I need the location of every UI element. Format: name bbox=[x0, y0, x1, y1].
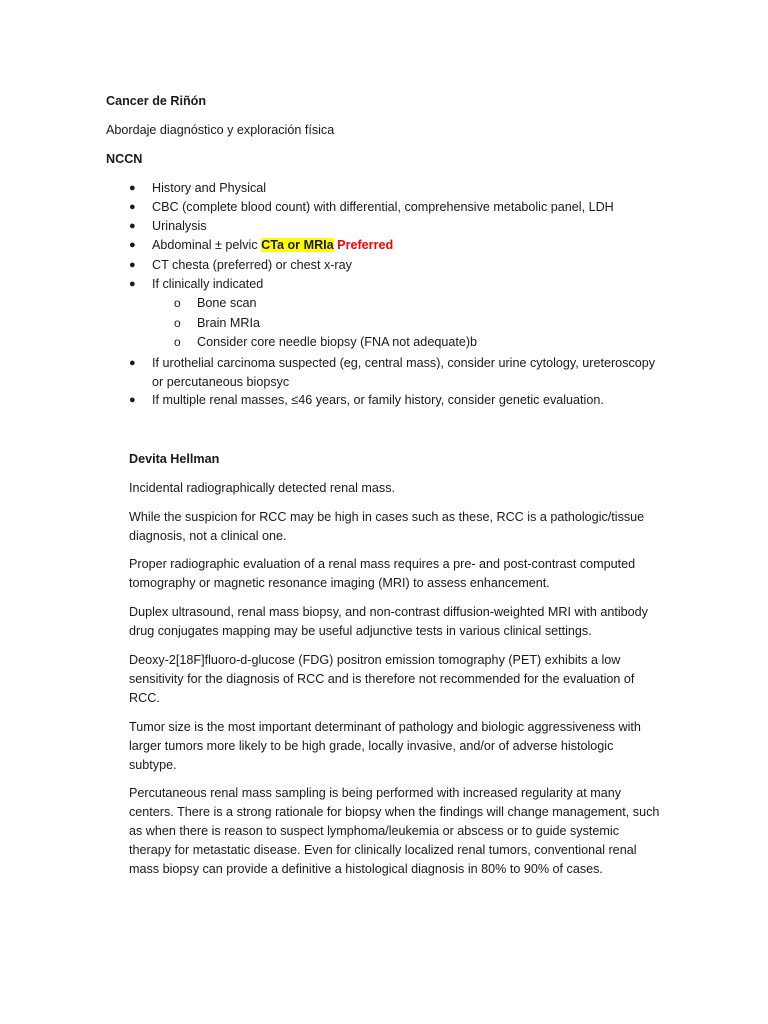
list-item: If urothelial carcinoma suspected (eg, central mass), consider urine cytology, ureteroscopy bbox=[152, 356, 656, 370]
document-title: Cancer de Riñón bbox=[106, 94, 207, 108]
paragraph bbox=[129, 603, 669, 641]
paragraph-line: Percutaneous renal mass sampling is being performed with increased regularity at many bbox=[129, 786, 622, 800]
bullet-glyph: ● bbox=[129, 182, 136, 194]
sub-bullet-glyph: o bbox=[174, 316, 181, 330]
paragraph-line: Tumor size is the most important determinant of pathology and biologic aggressiveness with bbox=[129, 720, 641, 734]
imaging-prefix: Abdominal ± pelvic bbox=[152, 238, 262, 252]
paragraph-line: drug conjugates mapping may be useful adjunctive tests in various clinical settings. bbox=[129, 624, 592, 638]
bullet-glyph: ● bbox=[129, 239, 136, 251]
paragraph-line: diagnosis, not a clinical one. bbox=[129, 529, 287, 543]
list-item: CT chesta (preferred) or chest x-ray bbox=[152, 258, 352, 272]
sub-list-item: Brain MRIa bbox=[197, 316, 260, 330]
highlighted-text: CTa or MRIa bbox=[261, 238, 334, 252]
list-item-imaging bbox=[152, 236, 393, 254]
paragraph bbox=[129, 555, 669, 593]
paragraph-line: Incidental radiographically detected renal mass. bbox=[129, 481, 396, 495]
paragraph-line: larger tumors more likely to be high grade, locally invasive, and/or of adverse histologic bbox=[129, 739, 614, 753]
paragraph-line: Deoxy-2[18F]fluoro-d-glucose (FDG) positron emission tomography (PET) exhibits a low bbox=[129, 653, 621, 667]
sub-list-item: Bone scan bbox=[197, 296, 257, 310]
preferred-label: Preferred bbox=[337, 238, 394, 252]
paragraph bbox=[129, 479, 669, 498]
paragraph-line: sensitivity for the diagnosis of RCC and is therefore not recommended for the evaluation of bbox=[129, 672, 635, 686]
list-item-continuation: or percutaneous biopsyc bbox=[152, 375, 290, 389]
list-item: If multiple renal masses, ≤46 years, or family history, consider genetic evaluation. bbox=[152, 393, 604, 407]
bullet-glyph: ● bbox=[129, 220, 136, 232]
document-subtitle: Abordaje diagnóstico y exploración física bbox=[106, 123, 335, 137]
bullet-glyph: ● bbox=[129, 259, 136, 271]
sub-bullet-glyph: o bbox=[174, 296, 181, 310]
paragraph-line: centers. There is a strong rationale for biopsy when the findings will change management, such bbox=[129, 805, 660, 819]
bullet-glyph: ● bbox=[129, 394, 136, 406]
paragraph bbox=[129, 651, 669, 708]
devita-heading: Devita Hellman bbox=[129, 452, 220, 466]
paragraph bbox=[129, 784, 669, 879]
list-item: CBC (complete blood count) with differential, comprehensive metabolic panel, LDH bbox=[152, 200, 614, 214]
paragraph-line: Proper radiographic evaluation of a renal mass requires a pre- and post-contrast computed bbox=[129, 557, 636, 571]
nccn-heading: NCCN bbox=[106, 152, 143, 166]
paragraph-line: mass biopsy can provide a definitive a histological diagnosis in 80% to 90% of cases. bbox=[129, 862, 603, 876]
list-item: If clinically indicated bbox=[152, 277, 264, 291]
paragraph-line: therapy for metastatic disease. Even for clinically localized renal tumors, conventional renal bbox=[129, 843, 637, 857]
bullet-glyph: ● bbox=[129, 357, 136, 369]
paragraph-line: tomography or magnetic resonance imaging (MRI) to assess enhancement. bbox=[129, 576, 550, 590]
paragraph-line: as when there is reason to suspect lymphoma/leukemia or abscess or to guide systemic bbox=[129, 824, 619, 838]
paragraph-line: While the suspicion for RCC may be high in cases such as these, RCC is a pathologic/tissue bbox=[129, 510, 645, 524]
paragraph-line: subtype. bbox=[129, 758, 177, 772]
list-item: History and Physical bbox=[152, 181, 267, 195]
bullet-glyph: ● bbox=[129, 278, 136, 290]
list-item: Urinalysis bbox=[152, 219, 207, 233]
bullet-glyph: ● bbox=[129, 201, 136, 213]
paragraph-line: RCC. bbox=[129, 691, 160, 705]
paragraph bbox=[129, 718, 669, 775]
paragraph-line: Duplex ultrasound, renal mass biopsy, and non-contrast diffusion-weighted MRI with antibody bbox=[129, 605, 648, 619]
paragraph bbox=[129, 508, 669, 546]
sub-list-item: Consider core needle biopsy (FNA not adequate)b bbox=[197, 335, 478, 349]
sub-bullet-glyph: o bbox=[174, 335, 181, 349]
